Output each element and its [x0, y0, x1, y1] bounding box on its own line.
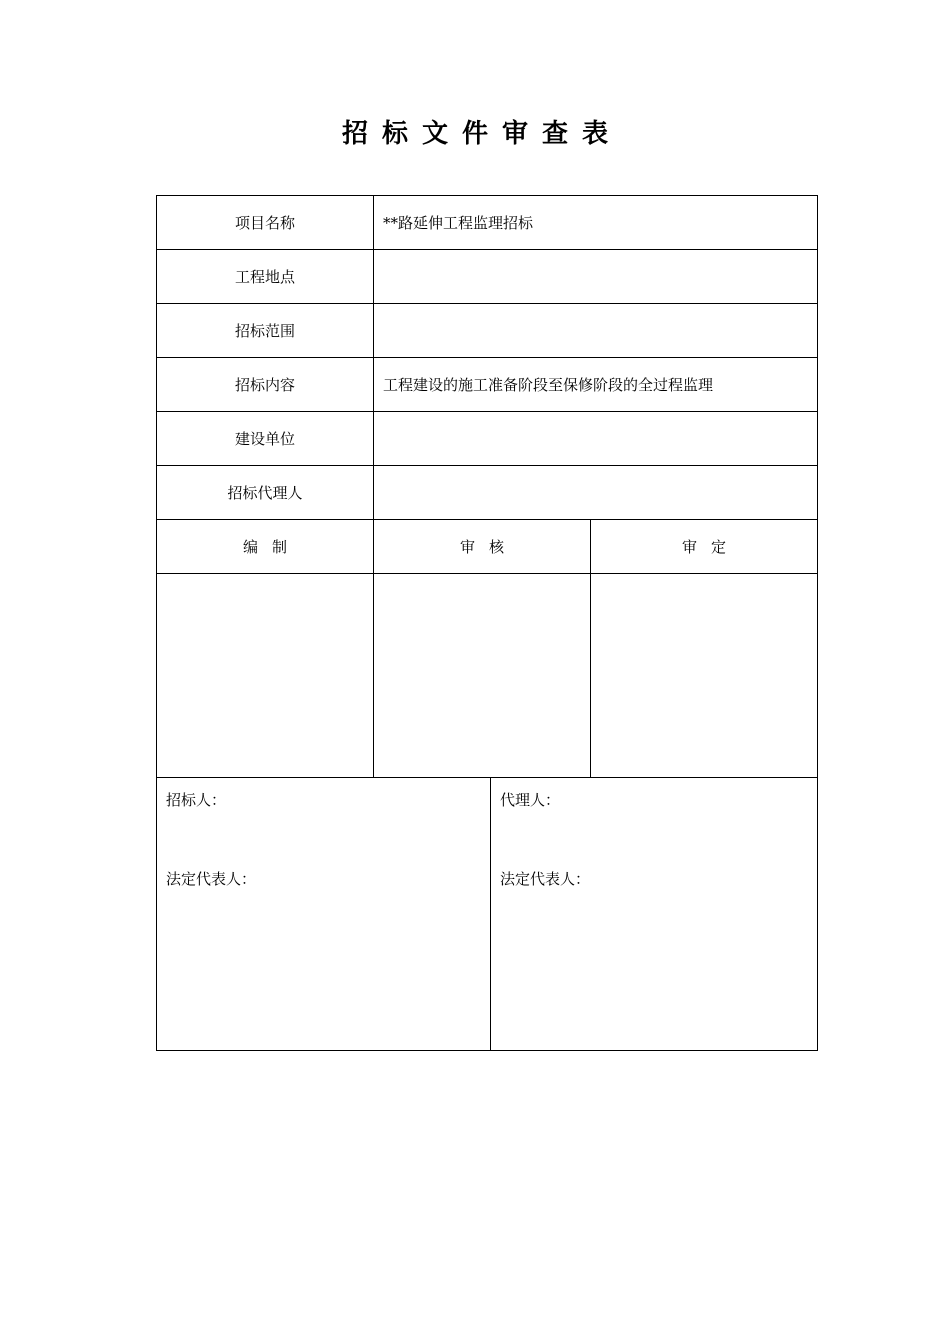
- tender-scope-value: [374, 304, 818, 358]
- project-location-value: [374, 250, 818, 304]
- compile-header: 编制: [157, 520, 374, 574]
- tender-content-label: 招标内容: [157, 358, 374, 412]
- review-header: 审核: [374, 520, 591, 574]
- signoff-header-row: [157, 520, 818, 574]
- signoff-area-row: [157, 574, 818, 778]
- tenderer-block: [157, 778, 491, 1051]
- agent-label: 代理人：: [500, 791, 561, 809]
- approve-signature-area: [591, 574, 818, 778]
- row-project-location: [157, 250, 818, 304]
- tender-agent-label: 招标代理人: [157, 466, 374, 520]
- row-tender-scope: [157, 304, 818, 358]
- tenderer-label: 招标人：: [166, 791, 227, 809]
- project-name-label: 项目名称: [157, 196, 374, 250]
- tender-scope-label: 招标范围: [157, 304, 374, 358]
- row-tender-content: [157, 358, 818, 412]
- construction-unit-label: 建设单位: [157, 412, 374, 466]
- approve-header: 审定: [591, 520, 818, 574]
- compile-signature-area: [157, 574, 374, 778]
- tenderer-legal-rep-label: 法定代表人：: [166, 870, 257, 888]
- project-location-label: 工程地点: [157, 250, 374, 304]
- construction-unit-value: [374, 412, 818, 466]
- parties-row: [157, 778, 818, 1051]
- project-name-value: **路延伸工程监理招标: [374, 196, 818, 250]
- agent-block: [491, 778, 818, 1051]
- row-construction-unit: [157, 412, 818, 466]
- review-signature-area: [374, 574, 591, 778]
- review-form-table: [156, 195, 818, 1051]
- tender-content-value: 工程建设的施工准备阶段至保修阶段的全过程监理: [374, 358, 818, 412]
- row-project-name: [157, 196, 818, 250]
- tender-agent-value: [374, 466, 818, 520]
- page-title: 招标文件审查表: [341, 119, 622, 149]
- row-tender-agent: [157, 466, 818, 520]
- agent-legal-rep-label: 法定代表人：: [500, 870, 591, 888]
